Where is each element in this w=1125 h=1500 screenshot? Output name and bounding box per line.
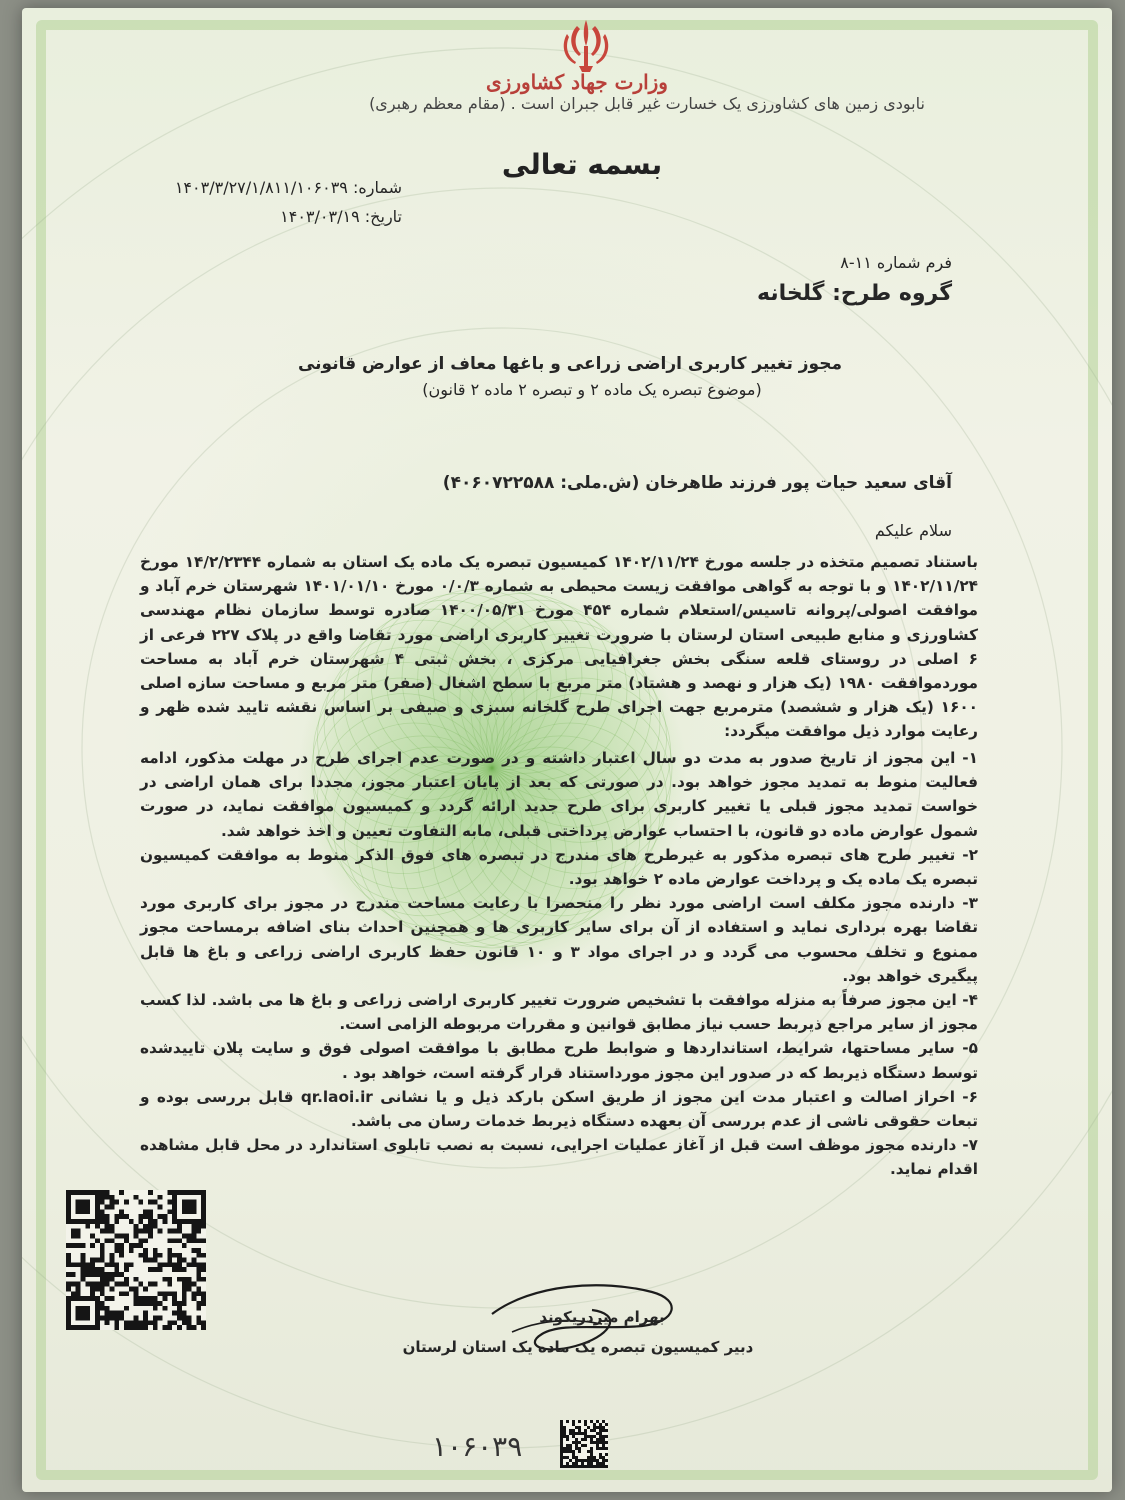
signer-name: بهرام میردریکوند bbox=[539, 1308, 665, 1326]
serial-number: ۱۰۶۰۳۹ bbox=[432, 1430, 523, 1463]
letter-date-row bbox=[280, 207, 402, 226]
signer-title: دبیر کمیسیون تبصره یک ماده یک استان لرستان bbox=[402, 1338, 754, 1356]
body-paragraph: باستناد تصمیم متخذه در جلسه مورخ ۱۴۰۲/۱۱/۲۴ کمیسیون تبصره یک ماده یک استان به شماره ۱۴/۲/۲۳۴۴ مورخ ۱۴۰۲/۱۱/۲۴ و با توجه به گواهی موافقت زیست محیطی به شماره ۰/۰/۳ مورخ ۱۴۰۱/۰۱/۱۰ شهرستان خرم آباد و موافقت اصولی/پروانه تاسیس/استعلام شماره ۴۵۴ مورخ ۱۴۰۰/۰۵/۳۱ صادره توسط سازمان نظام مهندسی کشاورزی و منابع طبیعی استان لرستان با ضرورت تغییر کاربری اراضی مورد تقاضا واقع در پلاک ۲۲۷ فرعی از ۶ اصلی در روستای قلعه سنگی بخش جغرافیایی مرکزی ، بخش ثبتی ۴ شهرستان خرم آباد به مساحت موردموافقت ۱۹۸۰ (یک هزار و نهصد و هشتاد) متر مربع با سطح اشغال (صفر) متر مربع و مساحت سازه اصلی ۱۶۰۰ (یک هزار و ششصد) مترمربع جهت اجرای طرح گلخانه سبزی و صیفی بر اساس نقشه تایید شده ظهر و رعایت موارد ذیل موافقت میگردد: bbox=[140, 553, 979, 741]
basmala-heading: بسمه تعالی bbox=[501, 148, 663, 181]
addressee: آقای سعید حیات پور فرزند طاهرخان (ش.ملی: ۴۰۶۰۷۲۲۵۸۸) bbox=[442, 473, 952, 493]
clause-item: ۳- دارنده مجوز مکلف است اراضی مورد نظر را منحصرا با رعایت مساحت مندرج در مجوز برای کاربری مورد تقاضا بهره برداری نماید و استفاده از آن برای سایر کاربری ها و همچنین احداث بنای اضافه برمساحت مجوز ممنوع و تخلف محسوب می گردد و در اجرای مواد ۳ و ۱۰ قانون حفظ کاربری اراضی زراعی و باغ ها قابل پیگیری خواهد بود. bbox=[140, 894, 978, 985]
form-number: فرم شماره ۱۱-۸ bbox=[840, 253, 952, 272]
number-value: ۱۴۰۳/۳/۲۷/۱/۸۱۱/۱۰۶۰۳۹ bbox=[174, 178, 348, 197]
ministry-name: وزارت جهاد کشاورزی bbox=[486, 70, 668, 94]
permit-title: مجوز تغییر کاربری اراضی زراعی و باغها معاف از عوارض قانونی bbox=[297, 354, 842, 374]
clauses-list bbox=[140, 746, 978, 1182]
clause-item: ۲- تغییر طرح های تبصره مذکور به غیرطرح های مندرج در تبصره های فوق الذکر منوط به موافقت کمیسیون تبصره یک ماده یک و پرداخت عوارض ماده ۲ خواهد بود. bbox=[140, 845, 978, 889]
number-label: شماره: bbox=[352, 178, 402, 197]
document-page bbox=[22, 8, 1112, 1492]
leader-quote: نابودی زمین های کشاورزی یک خسارت غیر قابل جبران است . (مقام معظم رهبری) bbox=[369, 94, 925, 113]
iran-emblem-icon bbox=[553, 16, 619, 76]
clause-item: ۵- سایر مساحتها، شرایط، استانداردها و ضوابط طرح مطابق با موافقت اصولی فوق و سایت پلان تاییدشده توسط دستگاه ذیربط که در صدور این مجوز مورداستناد قرار گرفته است، خواهد بود . bbox=[140, 1039, 978, 1082]
datamatrix-code-icon bbox=[558, 1420, 610, 1468]
clause-item: ۷- دارنده مجوز موظف است قبل از آغاز عملیات اجرایی، نسبت به نصب تابلوی استاندارد در محل قابل مشاهده اقدام نماید. bbox=[140, 1136, 978, 1179]
clause-item: ۶- احراز اصالت و اعتبار مدت این مجوز از طریق اسکن بارکد ذیل و یا نشانی qr.laoi.ir قابل بررسی بوده و تبعات حقوقی ناشی از عدم بررسی آن بعهده دستگاه ذیربط خدمات رسان می باشد. bbox=[140, 1087, 978, 1131]
clause-item: ۱- این مجوز از تاریخ صدور به مدت دو سال اعتبار داشته و در صورت عدم اجرای طرح در مهلت مذکور، ادامه فعالیت منوط به تمدید مجوز خواهد بود. در صورتی که بعد از پایان اعتبار مجوز، مجددا برای همان اراضی در خواست تمدید مجوز قبلی یا تغییر کاربری برای طرح جدید ارائه گردد و کمیسیون موافقت نماید، در صورت شمول عوارض ماده دو قانون، با احتساب عوارض پرداختی قبلی، مابه التفاوت تعیین و اخذ خواهد شد. bbox=[140, 749, 978, 840]
date-value: ۱۴۰۳/۰۳/۱۹ bbox=[280, 207, 360, 226]
greeting: سلام علیکم bbox=[874, 521, 952, 540]
qr-code-icon[interactable] bbox=[66, 1190, 206, 1330]
letter-number-row bbox=[175, 178, 402, 197]
date-label: تاریخ: bbox=[364, 207, 402, 226]
permit-subtitle: (موضوع تبصره یک ماده ۲ و تبصره ۲ ماده ۲ قانون) bbox=[422, 380, 762, 399]
clause-item: ۴- این مجوز صرفاً به منزله موافقت با تشخیص ضرورت تغییر کاربری اراضی زراعی و باغ ها می باشد. لذا کسب مجوز از سایر مراجع ذیربط حسب نیاز مطابق قوانین و مقررات مربوطه الزامی است. bbox=[140, 991, 978, 1034]
project-group: گروه طرح: گلخانه bbox=[756, 281, 952, 306]
